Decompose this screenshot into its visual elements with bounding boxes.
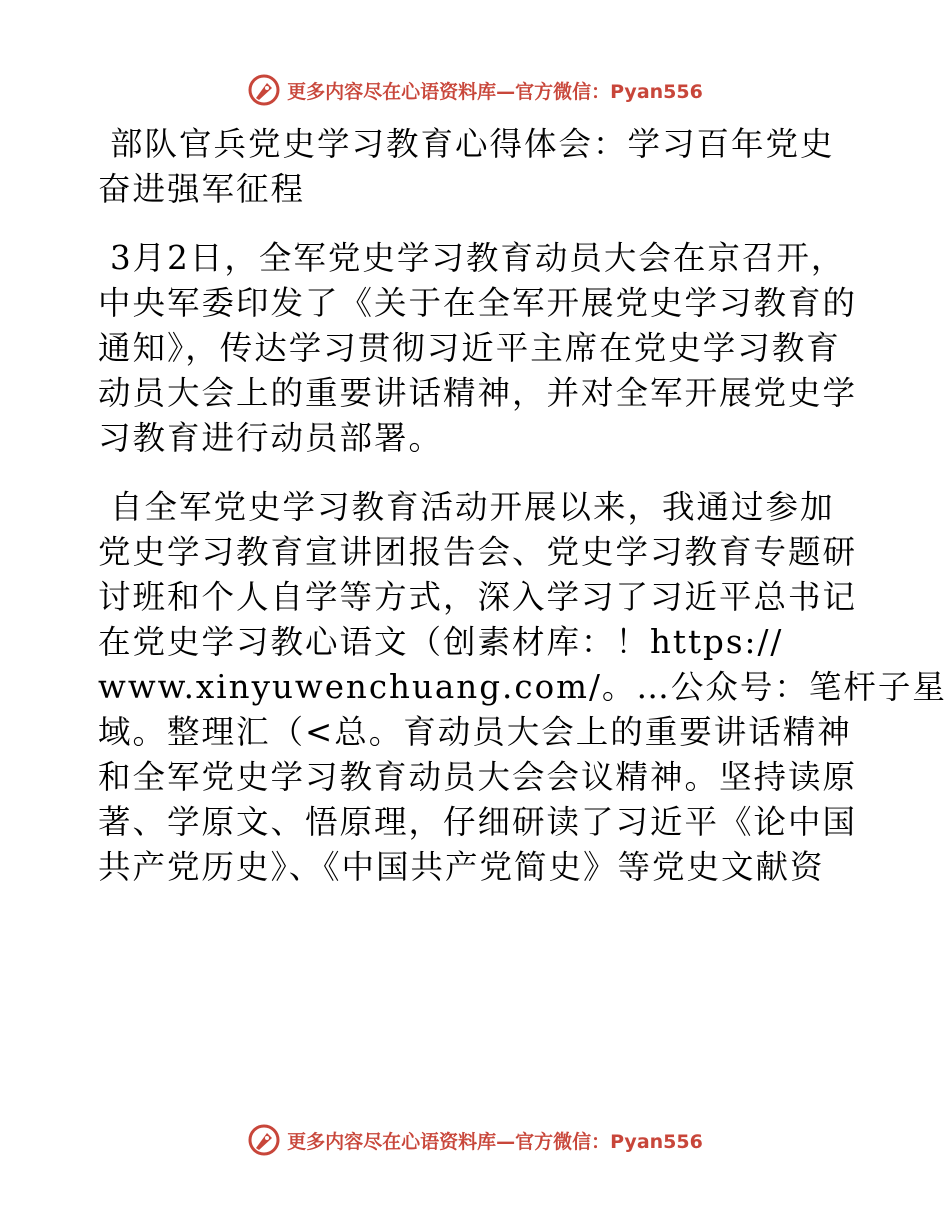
title-line: 部队官兵党史学习教育心得体会：学习百年党史: [110, 125, 835, 163]
header-banner: [0, 70, 950, 110]
paragraph-line: 和全军党史学习教育动员大会会议精神。坚持读原: [98, 758, 858, 796]
paragraph-line: 动员大会上的重要讲话精神，并对全军开展党史学: [98, 374, 858, 412]
paragraph-line: 在党史学习教心语文（创素材库：！https://: [98, 623, 784, 661]
paragraph-line: 党史学习教育宣讲团报告会、党史学习教育专题研: [98, 533, 858, 571]
paragraph: [98, 485, 947, 890]
document-title: [98, 122, 858, 212]
banner-text: 更多内容尽在心语资料库—官方微信：Pyan556: [287, 1130, 703, 1153]
title-line: 奋进强军征程: [98, 170, 306, 208]
paragraph-line: 讨班和个人自学等方式，深入学习了习近平总书记: [98, 578, 858, 616]
paragraph-line: 著、学原文、悟原理，仔细研读了习近平《论中国: [98, 803, 858, 841]
paragraph-line: 通知》，传达学习贯彻习近平主席在党史学习教育: [98, 329, 841, 367]
paragraph-line: 域。整理汇（<总。育动员大会上的重要讲话精神: [98, 713, 852, 751]
paragraph-line: www.xinyuwenchuang.com/。…公众号：笔杆子星: [98, 668, 947, 706]
paragraph: [98, 236, 858, 461]
banner-text: 更多内容尽在心语资料库—官方微信：Pyan556: [287, 80, 703, 103]
pen-nib-logo-icon: [247, 73, 281, 107]
paragraph-line: 3月2日，全军党史学习教育动员大会在京召开，: [110, 239, 846, 277]
pen-nib-logo-icon: [247, 1123, 281, 1157]
paragraph-line: 共产党历史》、《中国共产党简史》等党史文献资: [98, 848, 825, 886]
footer-banner: [0, 1120, 950, 1160]
paragraph-line: 自全军党史学习教育活动开展以来，我通过参加: [110, 488, 835, 526]
paragraph-line: 习教育进行动员部署。: [98, 419, 444, 457]
document-body: [98, 122, 947, 890]
paragraph-line: 中央军委印发了《关于在全军开展党史学习教育的: [98, 284, 858, 322]
